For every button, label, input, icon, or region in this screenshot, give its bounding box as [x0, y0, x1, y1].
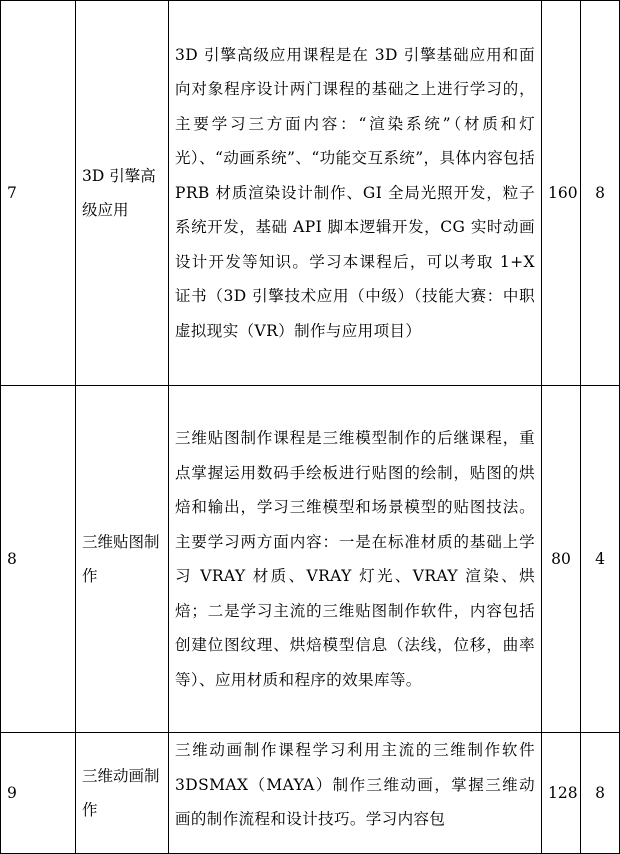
course-number: 8 [7, 549, 17, 568]
course-credits-cell [581, 1, 620, 386]
course-description: 三维动画制作课程学习利用主流的三维制作软件 3DSMAX（MAYA）制作三维动画，掌握三维动画的制作流程和设计技巧。学习内容包 [175, 741, 535, 828]
course-number-cell [1, 386, 76, 733]
course-number: 7 [7, 183, 17, 202]
course-hours: 80 [551, 549, 571, 568]
course-description-cell [169, 1, 542, 386]
course-credits-cell [581, 733, 620, 854]
course-name-cell [76, 386, 169, 733]
course-credits: 8 [595, 783, 605, 802]
table-row [1, 1, 620, 386]
course-hours: 160 [548, 183, 578, 202]
table-row [1, 386, 620, 733]
course-description-cell [169, 386, 542, 733]
course-description: 三维贴图制作课程是三维模型制作的后继课程，重点掌握运用数码手绘板进行贴图的绘制，贴图的烘焙和输出，学习三维模型和场景模型的贴图技法。主要学习两方面内容：一是在标准材质的基础上学习 VRAY 材质、VRAY 灯光、VRAY 渲染、烘焙；二是学习主流的三维贴图制作软件，内容包括创建位图纹理、烘焙模型信息（法线，位移，曲率等）、应用材质和程序的效果库等。 [175, 429, 535, 689]
course-credits: 4 [595, 549, 605, 568]
course-hours-cell [542, 1, 581, 386]
course-number-cell [1, 1, 76, 386]
course-number: 9 [7, 783, 17, 802]
course-name: 3D 引擎高级应用 [82, 166, 156, 219]
course-name-cell [76, 1, 169, 386]
course-description: 3D 引擎高级应用课程是在 3D 引擎基础应用和面向对象程序设计两门课程的基础之上进行学习的，主要学习三方面内容：“渲染系统”（材质和灯光）、“动画系统”、“功能交互系统”，具体内容包括 PRB 材质渲染设计制作、GI 全局光照开发，粒子系统开发，基础 API 脚本逻辑开发，CG 实时动画设计开发等知识。学习本课程后，可以考取 1+X 证书（3D 引擎技术应用（中级）（技能大赛：中职虚拟现实（VR）制作与应用项目） [175, 45, 535, 340]
course-name-cell [76, 733, 169, 854]
table-row [1, 733, 620, 854]
course-credits: 8 [595, 183, 605, 202]
course-number-cell [1, 733, 76, 854]
course-description-cell [169, 733, 542, 854]
course-name: 三维贴图制作 [82, 532, 160, 585]
course-hours: 128 [548, 783, 578, 802]
course-credits-cell [581, 386, 620, 733]
course-hours-cell [542, 733, 581, 854]
course-name: 三维动画制作 [82, 766, 160, 819]
course-hours-cell [542, 386, 581, 733]
